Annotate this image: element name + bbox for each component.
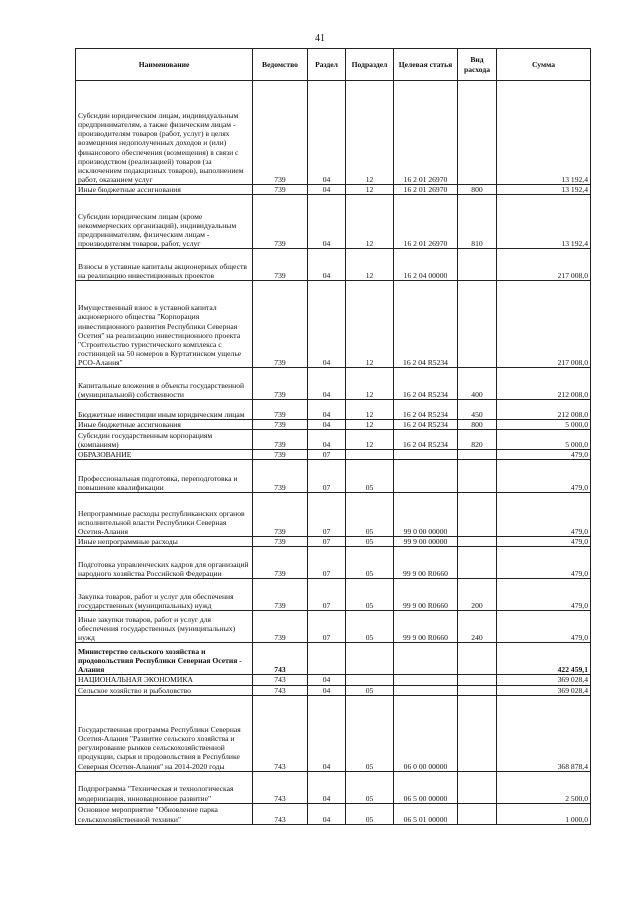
cell-summa: 479,0 xyxy=(497,460,591,493)
cell-name: Иные бюджетные ассигнования xyxy=(76,185,253,195)
cell-razdel: 07 xyxy=(308,493,346,537)
cell-celevaya-statya: 06 0 00 00000 xyxy=(394,695,458,771)
cell-razdel: 04 xyxy=(308,420,346,430)
cell-name: Имущественный взнос в уставной капитал акционерного общества "Корпорация инвестиционного развития Республики Северная Осетия" на реализацию инвестиционного проекта "Строительство туристического комплекса с гостиницей на 50 номеров в Куртатинском ущелье РСО-Алания" xyxy=(76,281,253,368)
cell-summa: 13 192,4 xyxy=(497,195,591,249)
cell-vedomstvo: 739 xyxy=(253,195,308,249)
cell-vedomstvo: 739 xyxy=(253,537,308,547)
cell-name: Бюджетные инвестиции иным юридическим лицам xyxy=(76,400,253,420)
cell-razdel: 04 xyxy=(308,368,346,400)
cell-razdel: 04 xyxy=(308,281,346,368)
cell-vid-raskhoda: 800 xyxy=(458,420,497,430)
cell-razdel: 07 xyxy=(308,460,346,493)
cell-summa: 479,0 xyxy=(497,611,591,643)
cell-name: Закупка товаров, работ и услуг для обеспечения государственных (муниципальных) нужд xyxy=(76,579,253,611)
cell-razdel: 07 xyxy=(308,611,346,643)
cell-vedomstvo: 743 xyxy=(253,695,308,771)
cell-podrazdel: 05 xyxy=(346,695,394,771)
cell-vedomstvo: 739 xyxy=(253,493,308,537)
table-row xyxy=(76,537,591,547)
header-name: Наименование xyxy=(76,49,253,81)
cell-summa: 217 008,0 xyxy=(497,249,591,281)
cell-celevaya-statya xyxy=(394,685,458,695)
cell-vid-raskhoda xyxy=(458,537,497,547)
cell-celevaya-statya xyxy=(394,643,458,675)
cell-summa: 479,0 xyxy=(497,547,591,579)
cell-razdel: 04 xyxy=(308,675,346,685)
cell-name: Основное мероприятие "Обновление парка сельскохозяйственной техники" xyxy=(76,803,253,824)
cell-name: Подпрограмма "Техническая и технологическая модернизация, инновационное развитие" xyxy=(76,771,253,803)
cell-summa: 479,0 xyxy=(497,579,591,611)
cell-podrazdel: 12 xyxy=(346,420,394,430)
page-number: 41 xyxy=(315,33,325,44)
cell-vedomstvo: 739 xyxy=(253,547,308,579)
cell-razdel: 04 xyxy=(308,695,346,771)
cell-razdel: 04 xyxy=(308,400,346,420)
header-razdel: Раздел xyxy=(308,49,346,81)
cell-podrazdel: 12 xyxy=(346,281,394,368)
cell-podrazdel: 12 xyxy=(346,249,394,281)
cell-vedomstvo: 739 xyxy=(253,400,308,420)
cell-vedomstvo: 739 xyxy=(253,420,308,430)
cell-name: Субсидии юридическим лицам (кроме некоммерческих организаций), индивидуальным предпринимателям, физическим лицам - производителям товаров, работ, услуг xyxy=(76,195,253,249)
cell-vid-raskhoda: 800 xyxy=(458,185,497,195)
cell-vedomstvo: 739 xyxy=(253,81,308,185)
cell-name: Сельское хозяйство и рыболовство xyxy=(76,685,253,695)
table-row xyxy=(76,185,591,195)
table-row xyxy=(76,579,591,611)
header-summa: Сумма xyxy=(497,49,591,81)
cell-vedomstvo: 739 xyxy=(253,611,308,643)
cell-summa: 212 008,0 xyxy=(497,400,591,420)
cell-celevaya-statya: 16 2 04 R5234 xyxy=(394,281,458,368)
cell-podrazdel: 12 xyxy=(346,185,394,195)
cell-vid-raskhoda xyxy=(458,281,497,368)
cell-podrazdel xyxy=(346,450,394,460)
table-row xyxy=(76,420,591,430)
cell-vedomstvo: 739 xyxy=(253,460,308,493)
cell-vid-raskhoda xyxy=(458,695,497,771)
cell-summa: 369 028,4 xyxy=(497,675,591,685)
cell-razdel: 07 xyxy=(308,579,346,611)
cell-name: Субсидии государственным корпорациям (компаниям) xyxy=(76,430,253,450)
cell-summa: 1 000,0 xyxy=(497,803,591,824)
table-row xyxy=(76,643,591,675)
cell-razdel: 04 xyxy=(308,430,346,450)
cell-name: Непрограммные расходы республиканских органов исполнительной власти Республики Северная Осетия-Алания xyxy=(76,493,253,537)
cell-name: Подготовка управленческих кадров для организаций народного хозяйства Российской Федерации xyxy=(76,547,253,579)
cell-podrazdel: 12 xyxy=(346,400,394,420)
cell-vedomstvo: 743 xyxy=(253,771,308,803)
cell-vedomstvo: 743 xyxy=(253,685,308,695)
cell-razdel: 07 xyxy=(308,537,346,547)
cell-celevaya-statya: 16 2 04 R5234 xyxy=(394,368,458,400)
cell-podrazdel xyxy=(346,643,394,675)
budget-table xyxy=(75,48,591,825)
cell-vedomstvo: 739 xyxy=(253,281,308,368)
cell-vedomstvo: 743 xyxy=(253,675,308,685)
cell-celevaya-statya: 16 2 01 26970 xyxy=(394,195,458,249)
cell-celevaya-statya: 06 5 01 00000 xyxy=(394,803,458,824)
cell-celevaya-statya: 06 5 00 00000 xyxy=(394,771,458,803)
cell-celevaya-statya: 16 2 04 R5234 xyxy=(394,400,458,420)
cell-summa: 2 500,0 xyxy=(497,771,591,803)
cell-name: ОБРАЗОВАНИЕ xyxy=(76,450,253,460)
cell-name: Иные закупки товаров, работ и услуг для обеспечения государственных (муниципальных) нужд xyxy=(76,611,253,643)
table-row xyxy=(76,493,591,537)
cell-summa: 13 192,4 xyxy=(497,185,591,195)
cell-celevaya-statya: 16 2 04 00000 xyxy=(394,249,458,281)
header-vedomstvo: Ведомство xyxy=(253,49,308,81)
cell-summa: 479,0 xyxy=(497,493,591,537)
cell-podrazdel: 05 xyxy=(346,537,394,547)
cell-vedomstvo: 743 xyxy=(253,643,308,675)
table-row xyxy=(76,400,591,420)
cell-vid-raskhoda xyxy=(458,643,497,675)
cell-podrazdel: 05 xyxy=(346,579,394,611)
cell-podrazdel: 05 xyxy=(346,547,394,579)
cell-podrazdel: 05 xyxy=(346,685,394,695)
cell-podrazdel xyxy=(346,675,394,685)
cell-vid-raskhoda: 200 xyxy=(458,579,497,611)
table-row xyxy=(76,281,591,368)
cell-celevaya-statya: 99 0 00 00000 xyxy=(394,493,458,537)
table-row xyxy=(76,450,591,460)
cell-razdel: 04 xyxy=(308,249,346,281)
cell-name: Взносы в уставные капиталы акционерных обществ на реализацию инвестиционных проектов xyxy=(76,249,253,281)
table-row xyxy=(76,547,591,579)
cell-vedomstvo: 743 xyxy=(253,803,308,824)
cell-summa: 368 878,4 xyxy=(497,695,591,771)
cell-summa: 5 000,0 xyxy=(497,420,591,430)
cell-celevaya-statya: 16 2 01 26970 xyxy=(394,185,458,195)
cell-vedomstvo: 739 xyxy=(253,430,308,450)
cell-vid-raskhoda xyxy=(458,493,497,537)
cell-podrazdel: 12 xyxy=(346,195,394,249)
table-row xyxy=(76,675,591,685)
cell-vid-raskhoda xyxy=(458,771,497,803)
cell-name: Иные непрограммные расходы xyxy=(76,537,253,547)
cell-vid-raskhoda xyxy=(458,685,497,695)
cell-podrazdel: 05 xyxy=(346,611,394,643)
cell-podrazdel: 05 xyxy=(346,493,394,537)
cell-podrazdel: 05 xyxy=(346,771,394,803)
table-row xyxy=(76,430,591,450)
cell-podrazdel: 05 xyxy=(346,460,394,493)
table-row xyxy=(76,460,591,493)
cell-podrazdel: 12 xyxy=(346,368,394,400)
cell-summa: 212 008,0 xyxy=(497,368,591,400)
cell-celevaya-statya xyxy=(394,450,458,460)
cell-celevaya-statya: 99 9 00 R0660 xyxy=(394,611,458,643)
table-row xyxy=(76,771,591,803)
cell-celevaya-statya xyxy=(394,460,458,493)
cell-vedomstvo: 739 xyxy=(253,450,308,460)
header-row xyxy=(76,49,591,81)
header-podrazdel: Подраздел xyxy=(346,49,394,81)
cell-vedomstvo: 739 xyxy=(253,368,308,400)
cell-vid-raskhoda: 400 xyxy=(458,368,497,400)
table-row xyxy=(76,611,591,643)
table-row xyxy=(76,195,591,249)
cell-celevaya-statya: 99 9 00 00000 xyxy=(394,537,458,547)
cell-name: Субсидии юридическим лицам, индивидуальным предпринимателям, а также физическим лицам - производителям товаров (работ, услуг) в целях возмещения недополученных доходов и (или) финансового обеспечения (возмещения) в связи с производством (реализацией) товаров (за исключением подакцизных товаров), выполнением работ, оказанием услуг xyxy=(76,81,253,185)
cell-celevaya-statya: 16 2 04 R5234 xyxy=(394,420,458,430)
cell-razdel: 04 xyxy=(308,185,346,195)
cell-name: НАЦИОНАЛЬНАЯ ЭКОНОМИКА xyxy=(76,675,253,685)
cell-vid-raskhoda: 450 xyxy=(458,400,497,420)
cell-razdel xyxy=(308,643,346,675)
cell-vid-raskhoda xyxy=(458,249,497,281)
cell-razdel: 04 xyxy=(308,81,346,185)
cell-vid-raskhoda: 240 xyxy=(458,611,497,643)
cell-summa: 5 000,0 xyxy=(497,430,591,450)
cell-vid-raskhoda xyxy=(458,803,497,824)
cell-name: Министерство сельского хозяйства и продовольствия Республики Северная Осетия - Алания xyxy=(76,643,253,675)
cell-podrazdel: 12 xyxy=(346,430,394,450)
cell-razdel: 04 xyxy=(308,195,346,249)
cell-podrazdel: 12 xyxy=(346,81,394,185)
cell-vid-raskhoda xyxy=(458,547,497,579)
cell-celevaya-statya: 16 2 01 26970 xyxy=(394,81,458,185)
cell-vedomstvo: 739 xyxy=(253,579,308,611)
cell-celevaya-statya xyxy=(394,675,458,685)
cell-razdel: 04 xyxy=(308,685,346,695)
cell-podrazdel: 05 xyxy=(346,803,394,824)
table-row xyxy=(76,368,591,400)
table-row xyxy=(76,685,591,695)
cell-name: Иные бюджетные ассигнования xyxy=(76,420,253,430)
cell-vid-raskhoda: 820 xyxy=(458,430,497,450)
cell-summa: 13 192,4 xyxy=(497,81,591,185)
table-row xyxy=(76,803,591,824)
cell-razdel: 07 xyxy=(308,450,346,460)
cell-name: Капитальные вложения в объекты государственной (муниципальной) собственности xyxy=(76,368,253,400)
cell-summa: 369 028,4 xyxy=(497,685,591,695)
cell-summa: 217 008,0 xyxy=(497,281,591,368)
cell-vid-raskhoda: 810 xyxy=(458,195,497,249)
cell-summa: 479,0 xyxy=(497,450,591,460)
cell-vid-raskhoda xyxy=(458,675,497,685)
header-vid-raskhoda: Вид расхода xyxy=(458,49,497,81)
cell-razdel: 04 xyxy=(308,771,346,803)
table-row xyxy=(76,81,591,185)
table-row xyxy=(76,249,591,281)
cell-celevaya-statya: 16 2 04 R5234 xyxy=(394,430,458,450)
cell-name: Государственная программа Республики Северная Осетия-Алания "Развитие сельского хозяйства и регулирование рынков сельскохозяйственной продукции, сырья и продовольствия в Республике Северная Осетия-Алания" на 2014-2020 годы xyxy=(76,695,253,771)
cell-celevaya-statya: 99 9 00 R0660 xyxy=(394,547,458,579)
cell-razdel: 04 xyxy=(308,803,346,824)
cell-vid-raskhoda xyxy=(458,460,497,493)
cell-vid-raskhoda xyxy=(458,81,497,185)
cell-summa: 422 459,1 xyxy=(497,643,591,675)
cell-vedomstvo: 739 xyxy=(253,185,308,195)
cell-vid-raskhoda xyxy=(458,450,497,460)
cell-name: Профессиональная подготовка, переподготовка и повышение квалификации xyxy=(76,460,253,493)
cell-vedomstvo: 739 xyxy=(253,249,308,281)
cell-summa: 479,0 xyxy=(497,537,591,547)
table-row xyxy=(76,695,591,771)
cell-razdel: 07 xyxy=(308,547,346,579)
header-celevaya-statya: Целевая статья xyxy=(394,49,458,81)
cell-celevaya-statya: 99 9 00 R0660 xyxy=(394,579,458,611)
